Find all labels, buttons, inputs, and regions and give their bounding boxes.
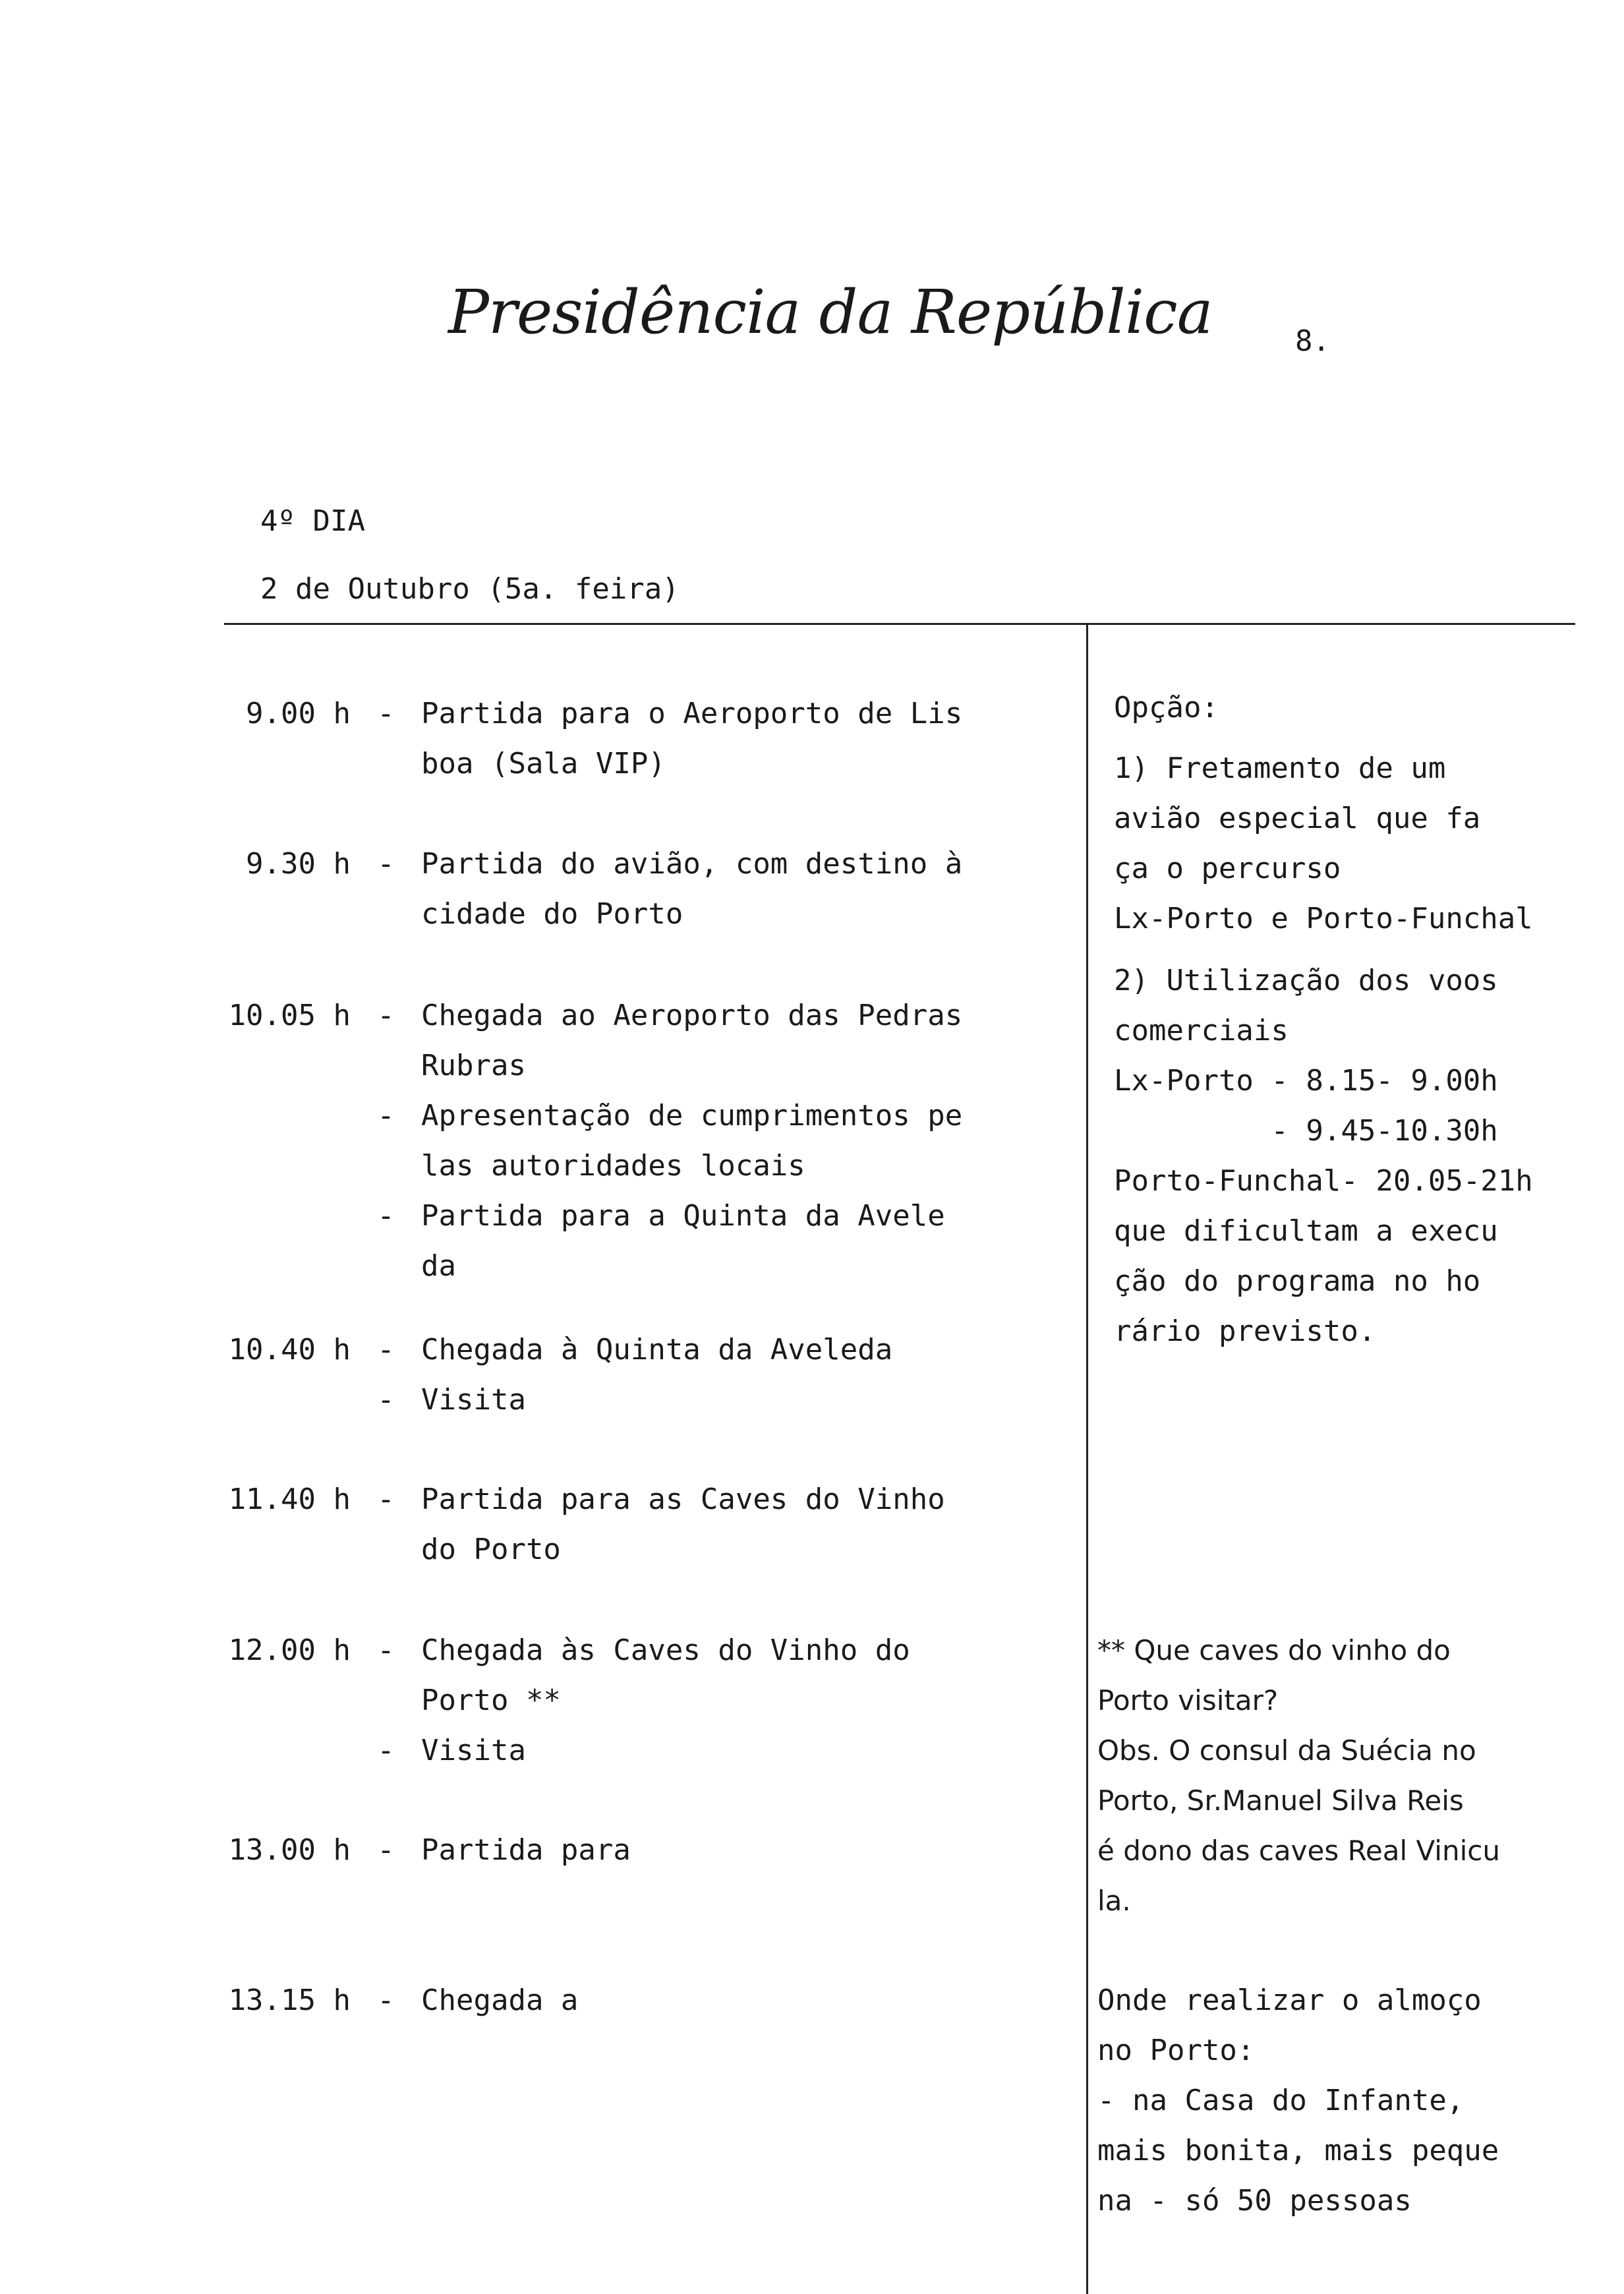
note-line: 2) Utilização dos voos <box>1114 964 1498 997</box>
entry-text: Partida do avião, com destino à <box>421 847 963 881</box>
entry-text: boa (Sala VIP) <box>421 747 666 780</box>
day-heading: 4º DIA <box>260 504 365 538</box>
entry-time: 13.00 h <box>228 1833 351 1867</box>
schedule-entry <box>224 1976 1080 2026</box>
entry-text: Visita <box>421 1734 526 1767</box>
note-line: Porto visitar? <box>1097 1684 1279 1717</box>
entry-time: 10.40 h <box>228 1333 351 1367</box>
entry-dash: - <box>377 1383 395 1417</box>
page-number: 8. <box>1295 324 1330 358</box>
note-line: no Porto: <box>1097 2034 1255 2067</box>
entry-text: Porto ** <box>421 1684 561 1717</box>
entry-text: Apresentação de cumprimentos pe <box>421 1099 963 1132</box>
note-line: Lx-Porto e Porto-Funchal <box>1114 902 1533 935</box>
entry-time: 9.30 h <box>246 847 351 881</box>
note-opcao <box>1114 683 1575 1357</box>
entry-text: Chegada à Quinta da Aveleda <box>421 1333 893 1367</box>
note-line: Onde realizar o almoço <box>1097 1984 1482 2017</box>
entry-dash <box>351 1241 421 1291</box>
note-line: Obs. O consul da Suécia no <box>1097 1734 1476 1767</box>
note-line: comerciais <box>1114 1014 1289 1047</box>
note-line: Porto-Funchal- 20.05-21h <box>1114 1164 1533 1198</box>
note-line: - na Casa do Infante, <box>1097 2084 1464 2117</box>
note-line: la. <box>1097 1885 1131 1917</box>
note-caves <box>1097 1626 1559 1926</box>
entry-text: do Porto <box>421 1533 561 1566</box>
entry-text: Chegada a <box>421 1984 579 2017</box>
entry-dash: - <box>377 1483 395 1516</box>
entry-dash <box>351 1525 421 1575</box>
entry-dash: - <box>377 999 395 1032</box>
entry-time: 9.00 h <box>246 697 351 730</box>
schedule-entry <box>224 839 1080 939</box>
entry-dash: - <box>377 1333 395 1367</box>
note-line: ça o percurso <box>1114 852 1341 885</box>
entry-dash <box>351 1676 421 1726</box>
schedule-entry <box>224 1475 1080 1575</box>
entry-time: 13.15 h <box>228 1984 351 2017</box>
entry-text: Chegada às Caves do Vinho do <box>421 1633 910 1667</box>
entry-text: Visita <box>421 1383 526 1417</box>
entry-dash: - <box>377 1099 395 1132</box>
entry-dash <box>351 1141 421 1191</box>
entry-text: Partida para <box>421 1833 631 1867</box>
schedule-entry <box>224 991 1080 1291</box>
entry-dash <box>351 889 421 939</box>
schedule-entry <box>224 689 1080 789</box>
note-line: na - só 50 pessoas <box>1097 2184 1412 2218</box>
note-line: rário previsto. <box>1114 1314 1376 1348</box>
note-almoco <box>1097 1976 1559 2226</box>
note-line: avião especial que fa <box>1114 802 1481 835</box>
note-line: é dono das caves Real Vinicu <box>1097 1835 1500 1867</box>
entry-text: Partida para o Aeroporto de Lis <box>421 697 963 730</box>
entry-text: cidade do Porto <box>421 897 683 931</box>
note-line: que dificultam a execu <box>1114 1214 1498 1248</box>
entry-text: Partida para a Quinta da Avele <box>421 1199 945 1233</box>
note-line: Porto, Sr.Manuel Silva Reis <box>1097 1784 1464 1817</box>
entry-dash <box>351 1041 421 1091</box>
entry-time: 10.05 h <box>228 999 351 1032</box>
schedule-entry <box>224 1325 1080 1425</box>
entry-dash: - <box>377 1199 395 1233</box>
horizontal-rule <box>224 623 1575 625</box>
entry-text: da <box>421 1249 456 1283</box>
entry-text: las autoridades locais <box>421 1149 805 1183</box>
entry-dash: - <box>377 697 395 730</box>
note-line: mais bonita, mais peque <box>1097 2134 1499 2167</box>
column-divider <box>1086 623 1088 2294</box>
entry-dash <box>351 739 421 789</box>
note-line: Lx-Porto - 8.15- 9.00h <box>1114 1064 1498 1098</box>
entry-dash: - <box>377 847 395 881</box>
entry-text: Rubras <box>421 1049 526 1082</box>
note-line: ** Que caves do vinho do <box>1097 1634 1451 1666</box>
date-heading: 2 de Outubro (5a. feira) <box>260 572 680 606</box>
note-line: ção do programa no ho <box>1114 1264 1481 1298</box>
schedule-entry <box>224 1626 1080 1776</box>
note-line: 1) Fretamento de um <box>1114 751 1446 785</box>
entry-text: Partida para as Caves do Vinho <box>421 1483 945 1516</box>
letterhead: Presidência da República <box>448 277 1213 347</box>
entry-time: 11.40 h <box>228 1483 351 1516</box>
entry-dash: - <box>377 1734 395 1767</box>
entry-text: Chegada ao Aeroporto das Pedras <box>421 999 963 1032</box>
schedule-entry <box>224 1825 1080 1875</box>
entry-dash: - <box>377 1984 395 2017</box>
note-line: Opção: <box>1114 691 1219 724</box>
entry-dash: - <box>377 1833 395 1867</box>
entry-dash: - <box>377 1633 395 1667</box>
entry-time: 12.00 h <box>228 1633 351 1667</box>
note-line: - 9.45-10.30h <box>1114 1114 1498 1148</box>
